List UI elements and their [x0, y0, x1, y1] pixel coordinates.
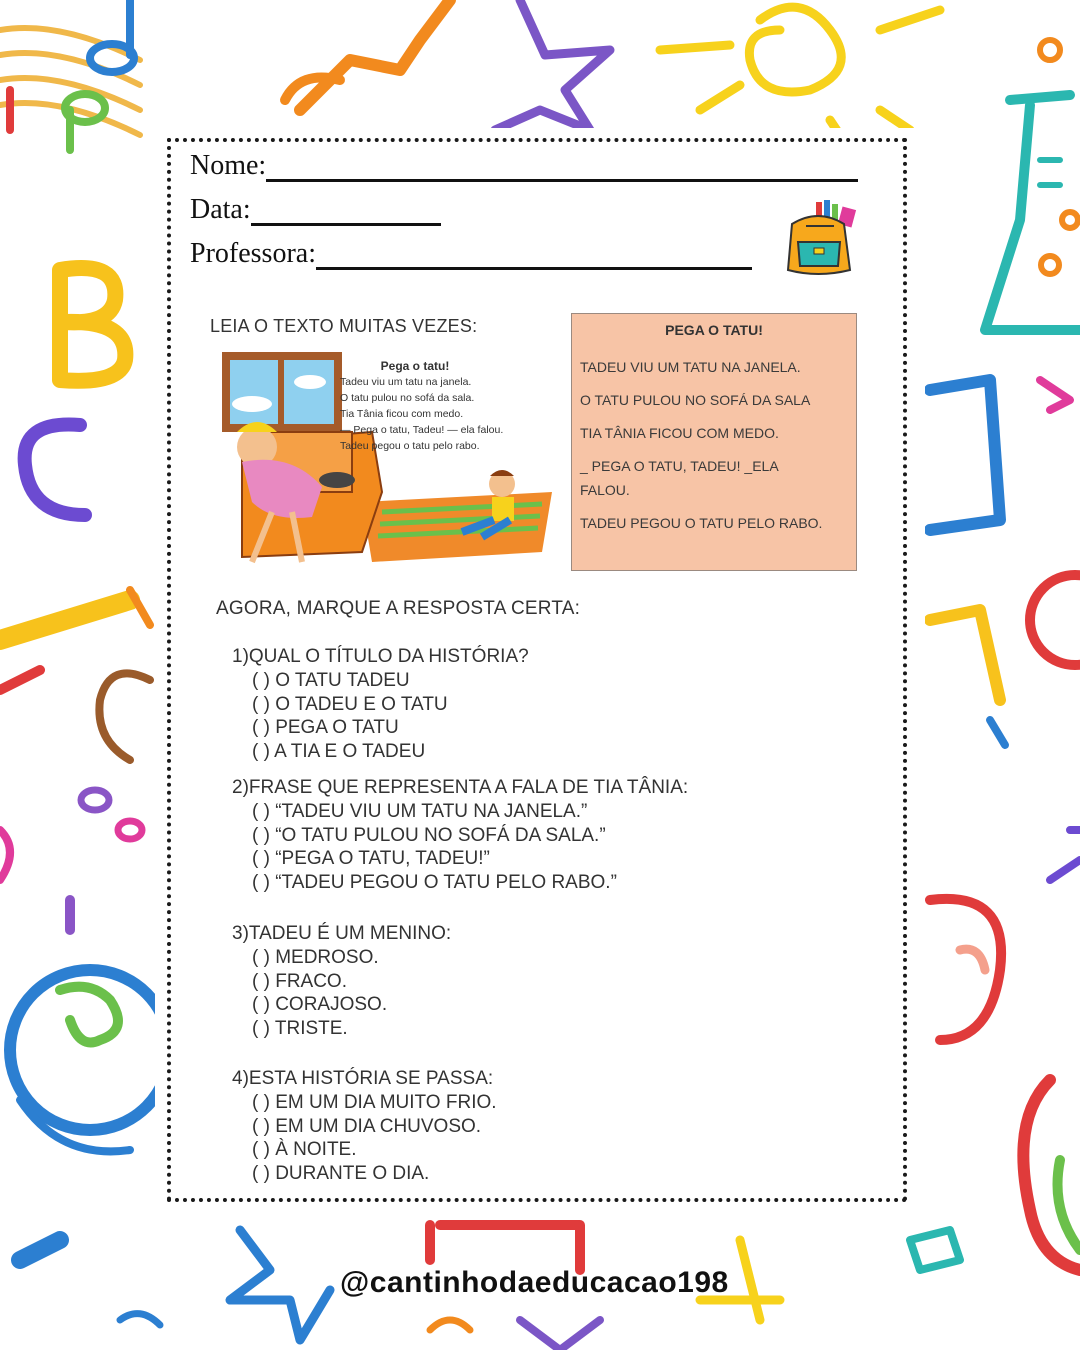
bg-music-note-icon	[0, 0, 140, 150]
answer-option[interactable]: ( ) FRACO.	[252, 970, 347, 992]
teacher-field	[190, 238, 752, 270]
question-1	[232, 645, 529, 763]
teacher-label: Professora:	[190, 238, 316, 269]
story-box-line: O TATU PULOU NO SOFÁ DA SALA	[580, 392, 811, 408]
question-4	[232, 1067, 497, 1185]
answer-option[interactable]: ( ) PEGA O TATU	[252, 717, 399, 738]
answer-option[interactable]: ( ) TRISTE.	[252, 1017, 348, 1039]
answer-option[interactable]: ( ) DURANTE O DIA.	[252, 1162, 430, 1184]
backpack-icon	[778, 198, 864, 278]
name-field	[190, 150, 858, 182]
question-text: 4)ESTA HISTÓRIA SE PASSA:	[232, 1068, 494, 1089]
story-small-text	[340, 358, 560, 454]
name-line[interactable]	[266, 159, 858, 182]
story-box	[571, 313, 857, 571]
date-line[interactable]	[251, 203, 441, 226]
story-box-title: PEGA O TATU!	[665, 322, 763, 338]
bg-globe-icon	[10, 900, 170, 1151]
story-small-line: Tia Tânia ficou com medo.	[340, 408, 464, 420]
bg-letter-c-icon	[25, 425, 85, 516]
story-box-line: TADEU PEGOU O TATU PELO RABO.	[580, 515, 823, 531]
bg-apple-icon	[930, 899, 1001, 1040]
answer-option[interactable]: ( ) “PEGA O TATU, TADEU!”	[252, 848, 490, 869]
bg-flask-icon	[985, 40, 1080, 330]
prompt-text: AGORA, MARQUE A RESPOSTA CERTA:	[216, 598, 581, 619]
answer-option[interactable]: ( ) EM UM DIA CHUVOSO.	[252, 1115, 482, 1137]
bg-star-icon	[495, 0, 610, 130]
answer-option[interactable]: ( ) “O TATU PULOU NO SOFÁ DA SALA.”	[252, 824, 606, 846]
instruction-text: LEIA O TEXTO MUITAS VEZES:	[210, 316, 478, 336]
answer-option[interactable]: ( ) EM UM DIA MUITO FRIO.	[252, 1092, 497, 1113]
date-field	[190, 194, 441, 226]
bg-letter-b-icon	[60, 268, 125, 381]
story-small-line: — Pega o tatu, Tadeu! — ela falou.	[340, 424, 504, 436]
story-box-line: TADEU VIU UM TATU NA JANELA.	[580, 359, 801, 375]
story-small-line: Tadeu pegou o tatu pelo rabo.	[340, 440, 480, 452]
answer-option[interactable]: ( ) O TADEU E O TATU	[252, 693, 448, 715]
question-text: 1)QUAL O TÍTULO DA HISTÓRIA?	[232, 646, 529, 667]
story-small-line: Tadeu viu um tatu na janela.	[340, 376, 472, 388]
answer-option[interactable]: ( ) “TADEU VIU UM TATU NA JANELA.”	[252, 801, 588, 822]
teacher-line[interactable]	[316, 247, 752, 270]
story-box-line: _ PEGA O TATU, TADEU! _ELA FALOU.	[580, 458, 778, 498]
story-box-line: TIA TÂNIA FICOU COM MEDO.	[580, 425, 779, 441]
answer-option[interactable]: ( ) “TADEU PEGOU O TATU PELO RABO.”	[252, 871, 617, 893]
question-text: 2)FRASE QUE REPRESENTA A FALA DE TIA TÂNIA:	[232, 777, 689, 798]
answer-option[interactable]: ( ) O TATU TADEU	[252, 670, 410, 691]
story-small-title: Pega o tatu!	[380, 359, 450, 373]
question-2	[232, 776, 688, 894]
story-small-line: O tatu pulou no sofá da sala.	[340, 392, 475, 404]
date-label: Data:	[190, 194, 251, 225]
name-label: Nome:	[190, 150, 267, 181]
answer-option[interactable]: ( ) A TIA E O TADEU	[252, 740, 426, 762]
social-handle: @cantinhodaeducacao198	[340, 1266, 729, 1299]
bg-sun-icon	[660, 7, 940, 135]
answer-option[interactable]: ( ) CORAJOSO.	[252, 994, 388, 1015]
question-3	[232, 922, 451, 1040]
question-text: 3)TADEU É UM MENINO:	[232, 923, 452, 944]
answer-option[interactable]: ( ) À NOITE.	[252, 1139, 357, 1160]
answer-option[interactable]: ( ) MEDROSO.	[252, 947, 379, 968]
